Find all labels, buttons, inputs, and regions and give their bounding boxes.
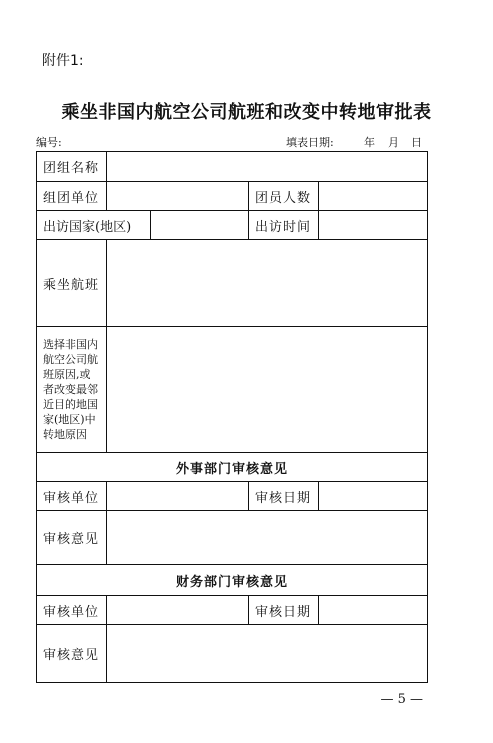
row-finance-heading (37, 565, 428, 596)
form-number-label: 编号: (36, 136, 62, 149)
reason-label: 选择非国内航空公司航班原因,或者改变最邻近目的地国家(地区)中转地原因 (37, 327, 107, 453)
form-title: 乘坐非国内航空公司航班和改变中转地审批表 (61, 102, 432, 123)
group-unit-label: 组团单位 (37, 182, 107, 211)
row-finance-unit (37, 596, 428, 625)
year-label: 年 (364, 136, 375, 149)
flight-label: 乘坐航班 (37, 240, 107, 327)
group-name-label: 团组名称 (37, 152, 107, 182)
group-name-field[interactable] (107, 152, 428, 182)
foreign-affairs-review-date-field[interactable] (319, 482, 428, 511)
attachment-label: 附件1: (42, 53, 84, 69)
row-foreign-affairs-opinion (37, 511, 428, 565)
reason-field[interactable] (107, 327, 428, 453)
visit-time-field[interactable] (319, 211, 428, 240)
finance-review-date-field[interactable] (319, 596, 428, 625)
row-foreign-affairs-heading (37, 453, 428, 482)
member-count-label: 团员人数 (249, 182, 319, 211)
row-group-unit (37, 182, 428, 211)
row-group-name (37, 152, 428, 182)
row-flight (37, 240, 428, 327)
finance-review-unit-field[interactable] (107, 596, 249, 625)
flight-field[interactable] (107, 240, 428, 327)
row-foreign-affairs-unit (37, 482, 428, 511)
group-unit-field[interactable] (107, 182, 249, 211)
visit-time-label: 出访时间 (249, 211, 319, 240)
row-visit (37, 211, 428, 240)
finance-opinion-field[interactable] (107, 625, 428, 683)
member-count-field[interactable] (319, 182, 428, 211)
row-finance-opinion (37, 625, 428, 683)
fill-date-label: 填表日期: (286, 136, 334, 149)
foreign-affairs-opinion-label: 审核意见 (37, 511, 107, 565)
foreign-affairs-review-unit-field[interactable] (107, 482, 249, 511)
day-label: 日 (411, 136, 422, 149)
finance-opinion-label: 审核意见 (37, 625, 107, 683)
foreign-affairs-review-unit-label: 审核单位 (37, 482, 107, 511)
finance-review-date-label: 审核日期 (249, 596, 319, 625)
approval-form-table (36, 151, 428, 683)
month-label: 月 (388, 136, 399, 149)
finance-review-unit-label: 审核单位 (37, 596, 107, 625)
page-number: — 5 — (380, 692, 423, 707)
foreign-affairs-heading: 外事部门审核意见 (37, 453, 428, 482)
finance-heading: 财务部门审核意见 (37, 565, 428, 596)
visit-country-field[interactable] (151, 211, 249, 240)
foreign-affairs-review-date-label: 审核日期 (249, 482, 319, 511)
visit-country-label: 出访国家(地区) (37, 211, 151, 240)
row-reason (37, 327, 428, 453)
foreign-affairs-opinion-field[interactable] (107, 511, 428, 565)
